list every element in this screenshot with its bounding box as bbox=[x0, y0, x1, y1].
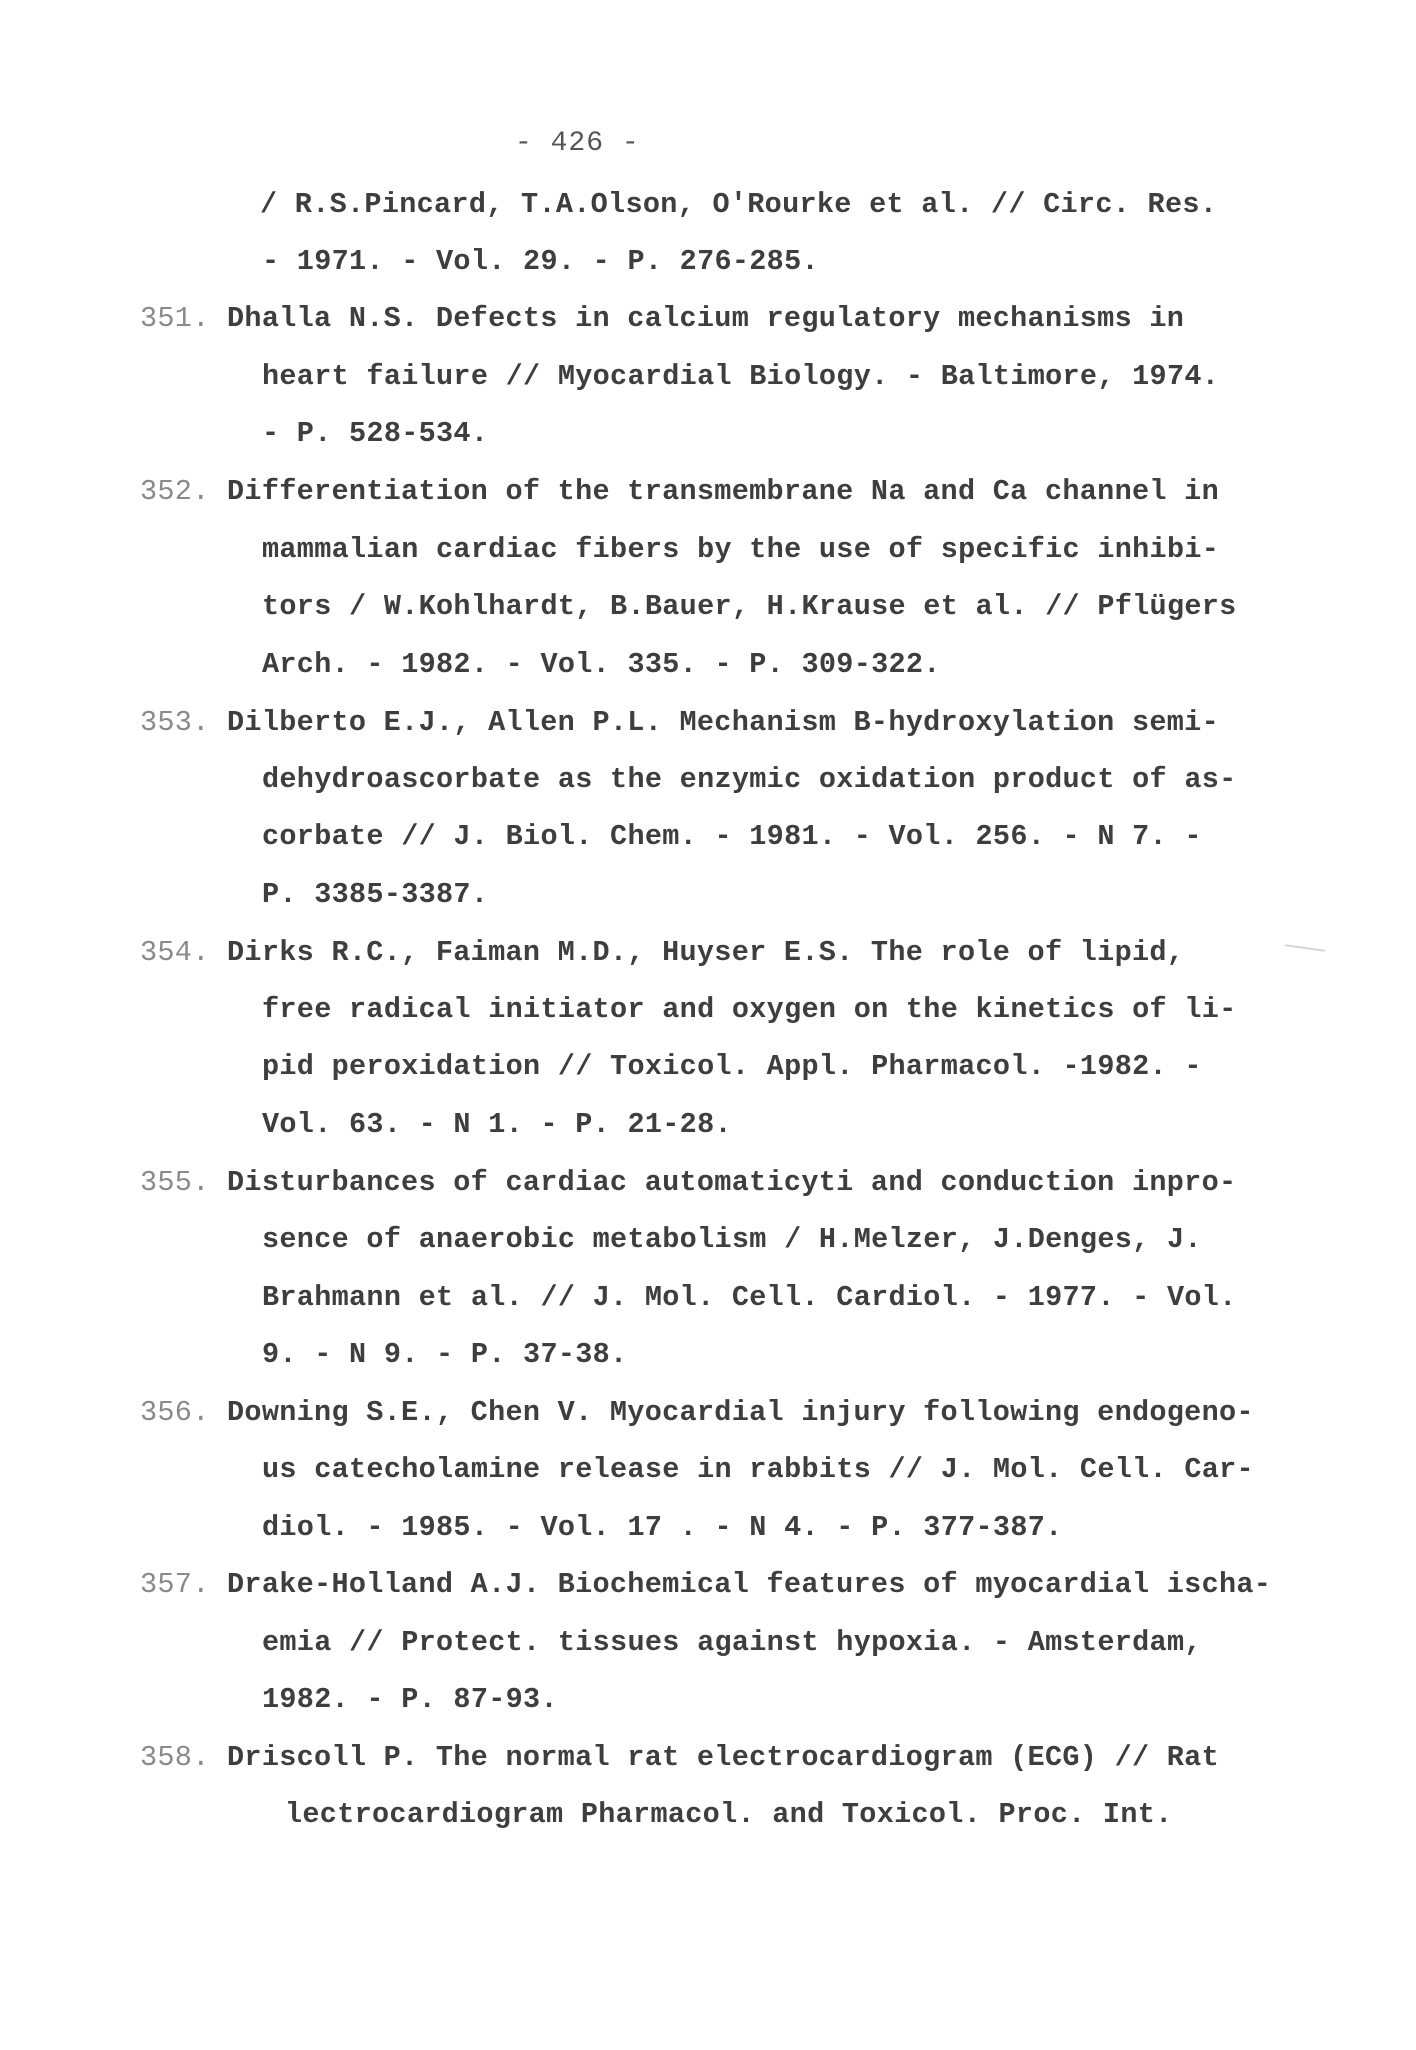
reference-line bbox=[262, 1680, 558, 1720]
reference-line bbox=[140, 299, 1184, 339]
reference-line bbox=[262, 1105, 732, 1145]
reference-line bbox=[140, 703, 1219, 743]
reference-line bbox=[262, 1047, 1202, 1087]
reference-number: 356. bbox=[140, 1396, 210, 1429]
line-text: Dhalla N.S. Defects in calcium regulatory mechanisms in bbox=[227, 302, 1185, 335]
line-text: Drake-Holland A.J. Biochemical features of myocardial ischa- bbox=[227, 1568, 1272, 1601]
line-text: - P. 528-534. bbox=[262, 417, 489, 450]
scan-artifact bbox=[1285, 944, 1325, 952]
reference-line bbox=[285, 1795, 1173, 1835]
line-text: mammalian cardiac fibers by the use of specific inhibi- bbox=[262, 533, 1220, 566]
reference-line bbox=[140, 472, 1219, 512]
reference-number: 351. bbox=[140, 302, 210, 335]
page-number: - 426 - bbox=[515, 128, 640, 159]
reference-number: 357. bbox=[140, 1568, 210, 1601]
reference-line bbox=[262, 414, 488, 454]
reference-line bbox=[262, 1450, 1254, 1490]
line-text: Dirks R.C., Faiman M.D., Huyser E.S. The role of lipid, bbox=[227, 936, 1185, 969]
line-text: Vol. 63. - N 1. - P. 21-28. bbox=[262, 1108, 732, 1141]
line-text: sence of anaerobic metabolism / H.Melzer, J.Denges, J. bbox=[262, 1223, 1202, 1256]
reference-line bbox=[140, 1565, 1271, 1605]
line-text: corbate // J. Biol. Chem. - 1981. - Vol. 256. - N 7. - bbox=[262, 820, 1202, 853]
line-text: dehydroascorbate as the enzymic oxidation product of as- bbox=[262, 763, 1237, 796]
reference-line bbox=[262, 1335, 627, 1375]
line-text: us catecholamine release in rabbits // J. Mol. Cell. Car- bbox=[262, 1453, 1254, 1486]
reference-line bbox=[140, 933, 1184, 973]
line-text: Differentiation of the transmembrane Na and Ca channel in bbox=[227, 475, 1219, 508]
reference-number: 353. bbox=[140, 706, 210, 739]
reference-line bbox=[140, 1738, 1219, 1778]
reference-line bbox=[140, 1393, 1254, 1433]
line-text: heart failure // Myocardial Biology. - Baltimore, 1974. bbox=[262, 360, 1220, 393]
line-text: diol. - 1985. - Vol. 17 . - N 4. - P. 377-387. bbox=[262, 1511, 1063, 1544]
line-text: Downing S.E., Chen V. Myocardial injury following endogeno- bbox=[227, 1396, 1254, 1429]
reference-line bbox=[140, 1163, 1236, 1203]
line-text: pid peroxidation // Toxicol. Appl. Pharmacol. -1982. - bbox=[262, 1050, 1202, 1083]
line-text: 9. - N 9. - P. 37-38. bbox=[262, 1338, 628, 1371]
line-text: - 1971. - Vol. 29. - P. 276-285. bbox=[262, 245, 819, 278]
reference-line bbox=[262, 990, 1237, 1030]
line-text: Dilberto E.J., Allen P.L. Mechanism B-hydroxylation semi- bbox=[227, 706, 1219, 739]
reference-line bbox=[262, 1508, 1063, 1548]
line-text: Driscoll P. The normal rat electrocardiogram (ECG) // Rat bbox=[227, 1741, 1219, 1774]
line-text: free radical initiator and oxygen on the kinetics of li- bbox=[262, 993, 1237, 1026]
reference-line bbox=[262, 875, 488, 915]
line-text: lectrocardiogram Pharmacol. and Toxicol. Proc. Int. bbox=[285, 1798, 1173, 1831]
reference-line bbox=[260, 185, 1217, 225]
reference-number: 354. bbox=[140, 936, 210, 969]
reference-line bbox=[262, 587, 1237, 627]
reference-line bbox=[262, 530, 1219, 570]
reference-line bbox=[262, 760, 1237, 800]
reference-line bbox=[262, 357, 1219, 397]
line-text: Disturbances of cardiac automaticyti and conduction inpro- bbox=[227, 1166, 1237, 1199]
reference-line bbox=[262, 1623, 1202, 1663]
reference-line bbox=[262, 817, 1202, 857]
line-text: emia // Protect. tissues against hypoxia. - Amsterdam, bbox=[262, 1626, 1202, 1659]
reference-line bbox=[262, 1220, 1202, 1260]
reference-line bbox=[262, 242, 819, 282]
line-text: tors / W.Kohlhardt, B.Bauer, H.Krause et al. // Pflügers bbox=[262, 590, 1237, 623]
reference-line bbox=[262, 645, 941, 685]
reference-line bbox=[262, 1278, 1237, 1318]
reference-number: 358. bbox=[140, 1741, 210, 1774]
reference-number: 352. bbox=[140, 475, 210, 508]
reference-number: 355. bbox=[140, 1166, 210, 1199]
line-text: Arch. - 1982. - Vol. 335. - P. 309-322. bbox=[262, 648, 941, 681]
line-text: / R.S.Pincard, T.A.Olson, O'Rourke et al. // Circ. Res. bbox=[260, 188, 1218, 221]
line-text: 1982. - P. 87-93. bbox=[262, 1683, 558, 1716]
line-text: Brahmann et al. // J. Mol. Cell. Cardiol. - 1977. - Vol. bbox=[262, 1281, 1237, 1314]
line-text: P. 3385-3387. bbox=[262, 878, 489, 911]
